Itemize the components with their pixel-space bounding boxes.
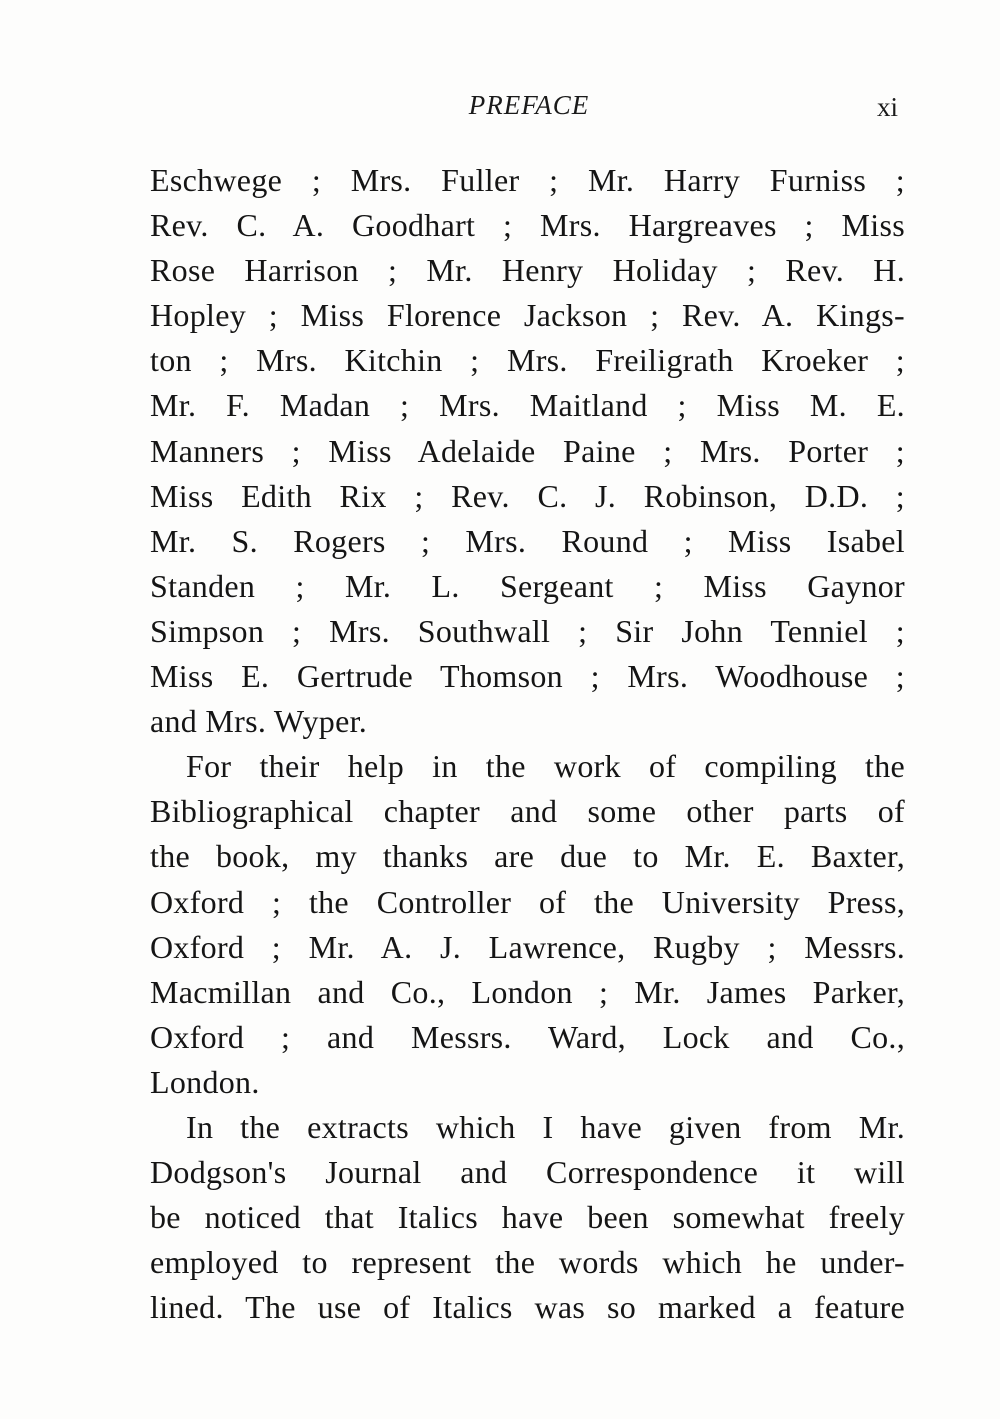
running-head-title: PREFACE (468, 90, 590, 120)
text-line: Standen ; Mr. L. Sergeant ; Miss Gaynor (150, 567, 905, 604)
running-head (0, 90, 1000, 130)
text-line: Simpson ; Mrs. Southwall ; Sir John Tenniel ; (150, 612, 905, 649)
text-line: Macmillan and Co., London ; Mr. James Parker, (150, 973, 905, 1010)
text-line: Miss Edith Rix ; Rev. C. J. Robinson, D.D. ; (150, 477, 905, 514)
text-line: Hopley ; Miss Florence Jackson ; Rev. A. Kings- (150, 297, 905, 334)
text-line: Rose Harrison ; Mr. Henry Holiday ; Rev. H. (150, 252, 905, 289)
paragraph-italics-note (150, 1105, 905, 1330)
text-line: the book, my thanks are due to Mr. E. Baxter, (150, 838, 905, 875)
text-line: London. (150, 1063, 260, 1100)
text-line: Miss E. Gertrude Thomson ; Mrs. Woodhouse ; (150, 658, 905, 695)
text-line: For their help in the work of compiling the (186, 748, 905, 785)
text-line: employed to represent the words which he under- (150, 1244, 905, 1281)
text-line: Rev. C. A. Goodhart ; Mrs. Hargreaves ; Miss (150, 207, 905, 244)
text-line: Bibliographical chapter and some other parts of (150, 793, 905, 830)
text-line: Manners ; Miss Adelaide Paine ; Mrs. Porter ; (150, 432, 905, 469)
text-line: Eschwege ; Mrs. Fuller ; Mr. Harry Furniss ; (150, 162, 905, 198)
text-line: Mr. S. Rogers ; Mrs. Round ; Miss Isabel (150, 522, 905, 559)
text-line: Oxford ; and Messrs. Ward, Lock and Co., (150, 1018, 905, 1055)
text-line: In the extracts which I have given from Mr. (186, 1108, 905, 1145)
paragraph-bibliography-thanks (150, 744, 905, 1105)
text-line: lined. The use of Italics was so marked a feature (150, 1289, 905, 1326)
text-line: Oxford ; the Controller of the University Press, (150, 883, 905, 920)
text-line: ton ; Mrs. Kitchin ; Mrs. Freiligrath Kroeker ; (150, 342, 905, 379)
page-number: xi (877, 92, 899, 122)
paragraph-acknowledgements-list (150, 158, 905, 744)
text-line: be noticed that Italics have been somewhat freely (150, 1199, 905, 1236)
body-text (150, 158, 905, 1330)
text-line: Oxford ; Mr. A. J. Lawrence, Rugby ; Messrs. (150, 928, 905, 965)
text-line: Mr. F. Madan ; Mrs. Maitland ; Miss M. E. (150, 387, 905, 424)
text-line: and Mrs. Wyper. (150, 703, 368, 740)
text-line: Dodgson's Journal and Correspondence it will (150, 1154, 905, 1191)
